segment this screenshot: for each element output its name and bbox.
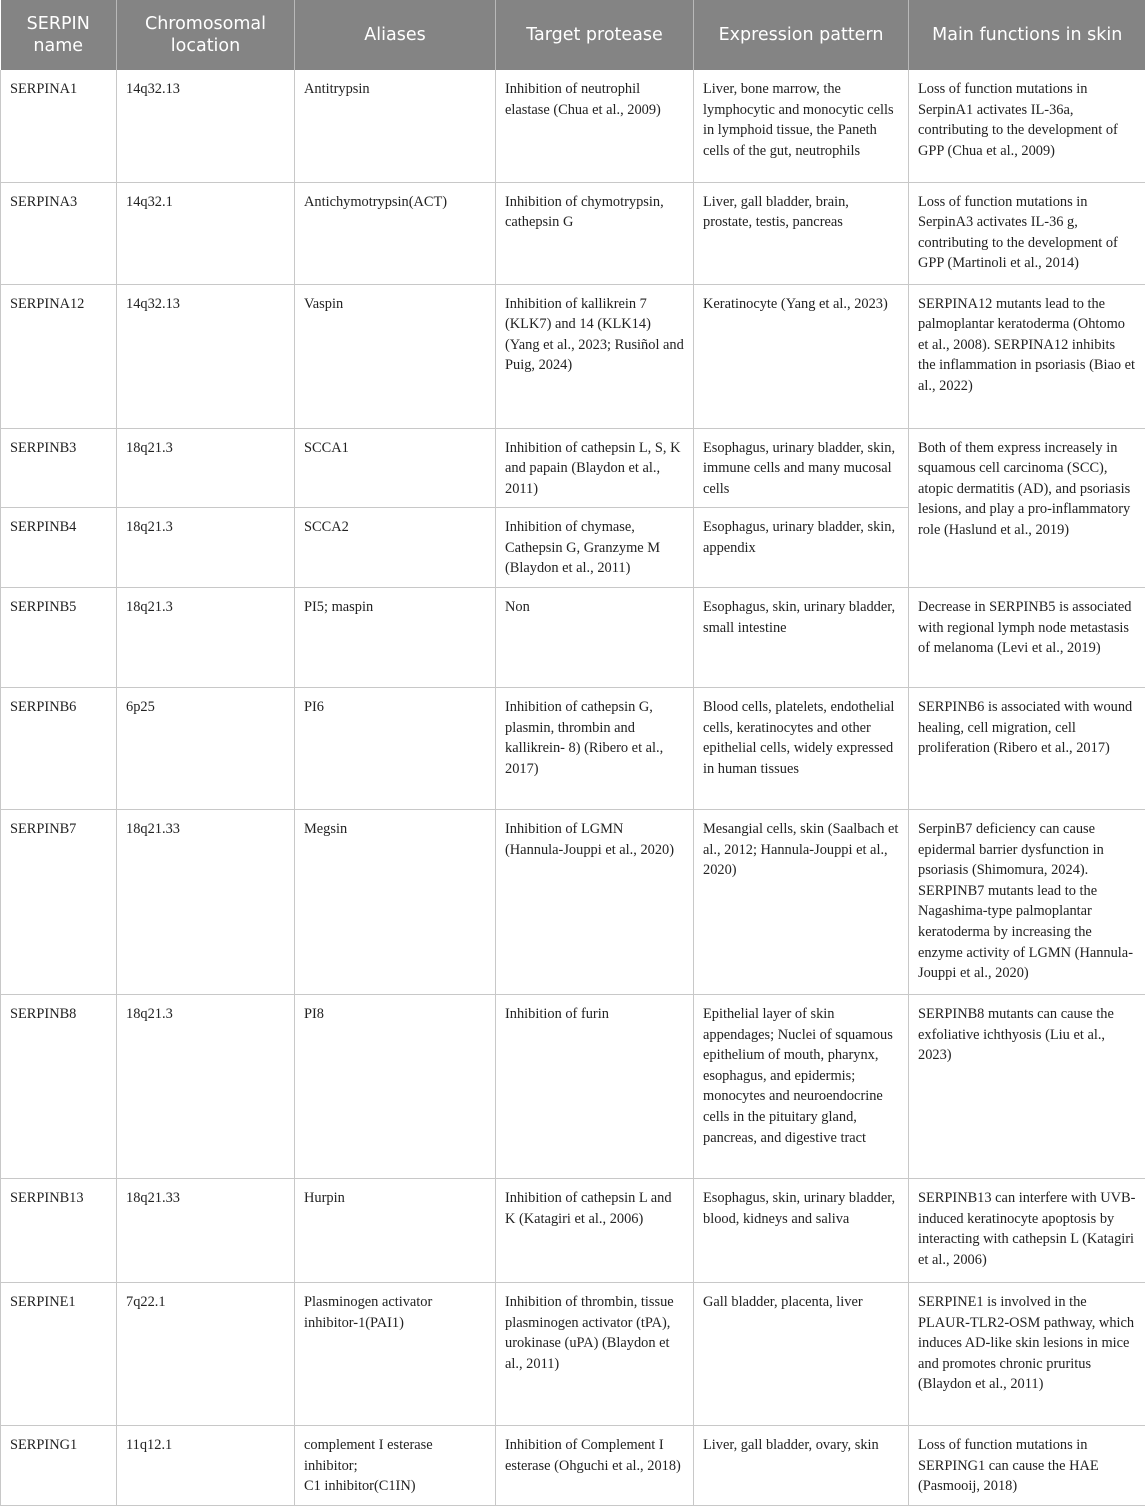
cell-location: 7q22.1 xyxy=(117,1283,295,1426)
header-row xyxy=(1,0,1145,70)
cell-location: 18q21.33 xyxy=(117,1179,295,1283)
cell-function: SERPINB8 mutants can cause the exfoliative ichthyosis (Liu et al., 2023) xyxy=(909,995,1145,1179)
cell-name: SERPINB7 xyxy=(1,810,117,995)
cell-name: SERPINA1 xyxy=(1,70,117,182)
cell-expression: Keratinocyte (Yang et al., 2023) xyxy=(694,284,909,428)
table-row xyxy=(1,688,1145,810)
cell-name: SERPINB8 xyxy=(1,995,117,1179)
cell-aliases: SCCA2 xyxy=(295,508,496,588)
cell-aliases: Vaspin xyxy=(295,284,496,428)
cell-name: SERPINA12 xyxy=(1,284,117,428)
header-serpin-name: SERPIN name xyxy=(1,0,117,70)
cell-expression: Mesangial cells, skin (Saalbach et al., 2012; Hannula-Jouppi et al., 2020) xyxy=(694,810,909,995)
table-row xyxy=(1,1283,1145,1426)
cell-location: 6p25 xyxy=(117,688,295,810)
cell-name: SERPINA3 xyxy=(1,182,117,284)
cell-location: 18q21.33 xyxy=(117,810,295,995)
header-main-functions: Main functions in skin xyxy=(909,0,1145,70)
cell-target: Non xyxy=(496,588,694,688)
cell-aliases: Megsin xyxy=(295,810,496,995)
cell-location: 11q12.1 xyxy=(117,1426,295,1506)
cell-aliases: Plasminogen activator inhibitor-1(PAI1) xyxy=(295,1283,496,1426)
cell-function: SerpinB7 deficiency can cause epidermal barrier dysfunction in psoriasis (Shimomura, 2024). SERPINB7 mutants lead to the Nagashima-type palmoplantar keratoderma by increasing the enzyme activity of LGMN (Hannula-Jouppi et al., 2020) xyxy=(909,810,1145,995)
cell-location: 18q21.3 xyxy=(117,588,295,688)
alias-line: C1 inhibitor(C1IN) xyxy=(304,1478,416,1494)
cell-location: 14q32.13 xyxy=(117,284,295,428)
cell-target: Inhibition of cathepsin L and K (Katagiri et al., 2006) xyxy=(496,1179,694,1283)
alias-line: complement I esterase inhibitor; xyxy=(304,1437,433,1474)
cell-target: Inhibition of furin xyxy=(496,995,694,1179)
cell-location: 18q21.3 xyxy=(117,428,295,508)
cell-target: Inhibition of LGMN (Hannula-Jouppi et al., 2020) xyxy=(496,810,694,995)
cell-expression: Liver, bone marrow, the lymphocytic and monocytic cells in lymphoid tissue, the Paneth cells of the gut, neutrophils xyxy=(694,70,909,182)
cell-target: Inhibition of cathepsin G, plasmin, thrombin and kallikrein- 8) (Ribero et al., 2017) xyxy=(496,688,694,810)
cell-name: SERPINB13 xyxy=(1,1179,117,1283)
cell-location: 18q21.3 xyxy=(117,995,295,1179)
cell-target: Inhibition of cathepsin L, S, K and papain (Blaydon et al., 2011) xyxy=(496,428,694,508)
table-row xyxy=(1,182,1145,284)
cell-expression: Blood cells, platelets, endothelial cells, keratinocytes and other epithelial cells, widely expressed in human tissues xyxy=(694,688,909,810)
table-row xyxy=(1,428,1145,508)
cell-target: Inhibition of chymotrypsin, cathepsin G xyxy=(496,182,694,284)
cell-name: SERPINB5 xyxy=(1,588,117,688)
cell-location: 14q32.1 xyxy=(117,182,295,284)
cell-location: 14q32.13 xyxy=(117,70,295,182)
cell-expression: Esophagus, urinary bladder, skin, appendix xyxy=(694,508,909,588)
cell-function: SERPINB6 is associated with wound healing, cell migration, cell proliferation (Ribero et al., 2017) xyxy=(909,688,1145,810)
cell-name: SERPINB6 xyxy=(1,688,117,810)
cell-name: SERPING1 xyxy=(1,1426,117,1506)
table-row xyxy=(1,588,1145,688)
cell-aliases: PI8 xyxy=(295,995,496,1179)
table-row xyxy=(1,995,1145,1179)
table-row xyxy=(1,1426,1145,1506)
cell-target: Inhibition of Complement I esterase (Ohguchi et al., 2018) xyxy=(496,1426,694,1506)
cell-name: SERPINB4 xyxy=(1,508,117,588)
cell-name: SERPINE1 xyxy=(1,1283,117,1426)
table-header xyxy=(1,0,1145,70)
cell-function-shared: Both of them express increasely in squamous cell carcinoma (SCC), atopic dermatitis (AD), and psoriasis lesions, and play a pro-inflammatory role (Haslund et al., 2019) xyxy=(909,428,1145,588)
cell-aliases: Antitrypsin xyxy=(295,70,496,182)
cell-function: Loss of function mutations in SERPING1 can cause the HAE (Pasmooij, 2018) xyxy=(909,1426,1145,1506)
header-expression-pattern: Expression pattern xyxy=(694,0,909,70)
cell-expression: Esophagus, urinary bladder, skin, immune cells and many mucosal cells xyxy=(694,428,909,508)
table-body xyxy=(1,70,1145,1505)
cell-expression: Epithelial layer of skin appendages; Nuclei of squamous epithelium of mouth, pharynx, esophagus, and epidermis; monocytes and neuroendocrine cells in the pituitary gland, pancreas, and digestive tract xyxy=(694,995,909,1179)
header-chromosomal-location: Chromosomal location xyxy=(117,0,295,70)
header-target-protease: Target protease xyxy=(496,0,694,70)
cell-target: Inhibition of neutrophil elastase (Chua et al., 2009) xyxy=(496,70,694,182)
table-row xyxy=(1,810,1145,995)
cell-aliases: SCCA1 xyxy=(295,428,496,508)
cell-target: Inhibition of thrombin, tissue plasminogen activator (tPA), urokinase (uPA) (Blaydon et al., 2011) xyxy=(496,1283,694,1426)
table-row xyxy=(1,70,1145,182)
cell-function: Decrease in SERPINB5 is associated with regional lymph node metastasis of melanoma (Levi et al., 2019) xyxy=(909,588,1145,688)
header-aliases: Aliases xyxy=(295,0,496,70)
cell-expression: Gall bladder, placenta, liver xyxy=(694,1283,909,1426)
cell-aliases: Hurpin xyxy=(295,1179,496,1283)
cell-aliases: Antichymotrypsin(ACT) xyxy=(295,182,496,284)
cell-expression: Esophagus, skin, urinary bladder, small intestine xyxy=(694,588,909,688)
cell-function: SERPINE1 is involved in the PLAUR-TLR2-OSM pathway, which induces AD-like skin lesions in mice and promotes chronic pruritus (Blaydon et al., 2011) xyxy=(909,1283,1145,1426)
cell-expression: Liver, gall bladder, brain, prostate, testis, pancreas xyxy=(694,182,909,284)
cell-aliases xyxy=(295,1426,496,1506)
cell-aliases: PI5; maspin xyxy=(295,588,496,688)
cell-function: SERPINA12 mutants lead to the palmoplantar keratoderma (Ohtomo et al., 2008). SERPINA12 inhibits the inflammation in psoriasis (Biao et al., 2022) xyxy=(909,284,1145,428)
cell-name: SERPINB3 xyxy=(1,428,117,508)
table-row xyxy=(1,1179,1145,1283)
table-row xyxy=(1,284,1145,428)
cell-expression: Esophagus, skin, urinary bladder, blood, kidneys and saliva xyxy=(694,1179,909,1283)
cell-function: SERPINB13 can interfere with UVB-induced keratinocyte apoptosis by interacting with cathepsin L (Katagiri et al., 2006) xyxy=(909,1179,1145,1283)
cell-function: Loss of function mutations in SerpinA3 activates IL-36 g, contributing to the development of GPP (Martinoli et al., 2014) xyxy=(909,182,1145,284)
cell-location: 18q21.3 xyxy=(117,508,295,588)
cell-target: Inhibition of kallikrein 7 (KLK7) and 14 (KLK14) (Yang et al., 2023; Rusiñol and Puig, 2024) xyxy=(496,284,694,428)
cell-expression: Liver, gall bladder, ovary, skin xyxy=(694,1426,909,1506)
cell-aliases: PI6 xyxy=(295,688,496,810)
cell-target: Inhibition of chymase, Cathepsin G, Granzyme M (Blaydon et al., 2011) xyxy=(496,508,694,588)
cell-function: Loss of function mutations in SerpinA1 activates IL-36a, contributing to the development of GPP (Chua et al., 2009) xyxy=(909,70,1145,182)
